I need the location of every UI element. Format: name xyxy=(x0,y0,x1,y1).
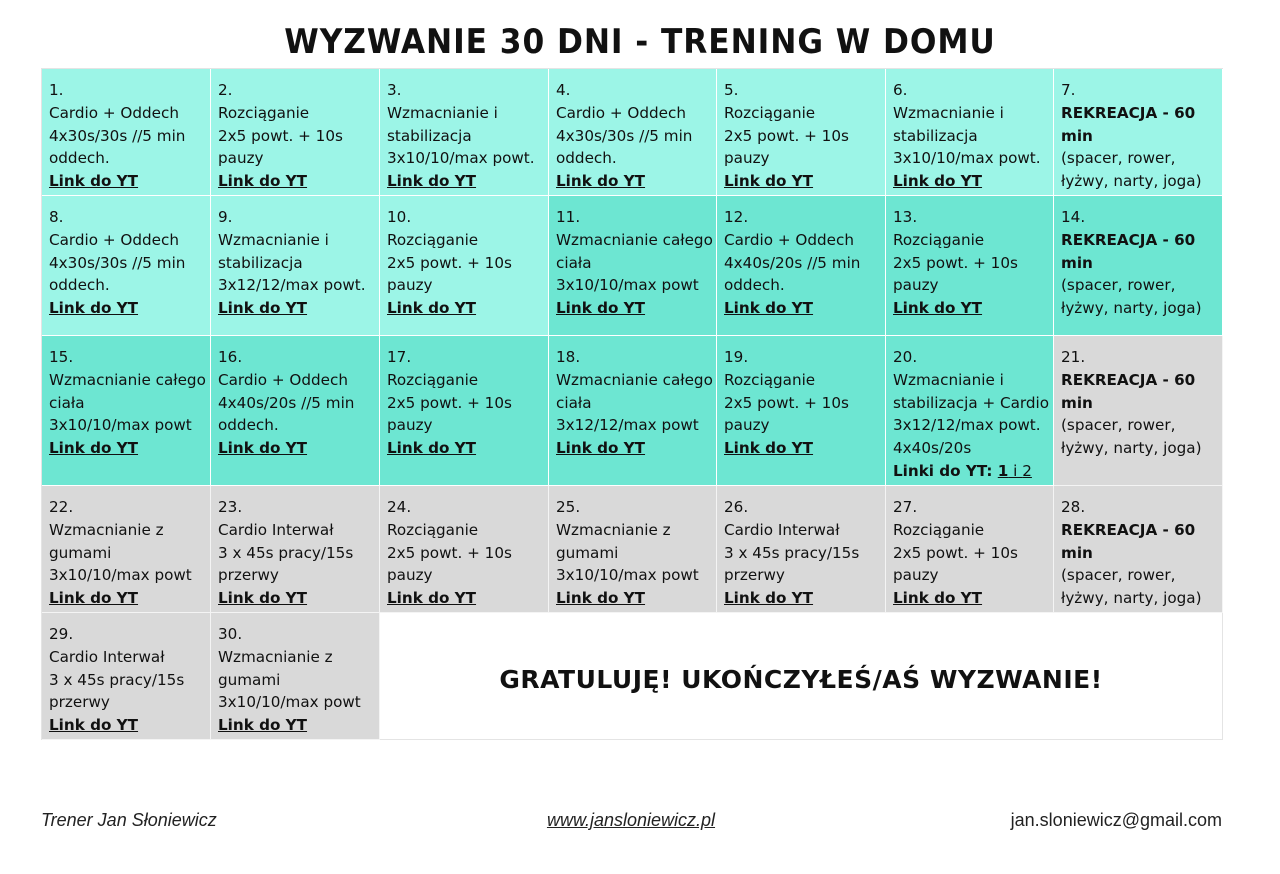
page-title: WYZWANIE 30 DNI - TRENING W DOMU xyxy=(284,22,996,62)
day-number: 8. xyxy=(49,208,64,226)
day-text: 2x5 powt. + 10s xyxy=(387,393,512,412)
day-number: 12. xyxy=(724,208,749,226)
day-number: 20. xyxy=(893,348,918,366)
day-cell xyxy=(549,336,717,486)
day-text: Rozciąganie xyxy=(387,230,479,249)
recreation-options: łyżwy, narty, joga) xyxy=(1061,589,1202,608)
day-cell xyxy=(1054,69,1223,196)
day-text: Wzmacnianie i xyxy=(893,103,1004,122)
youtube-link[interactable]: Link do YT xyxy=(218,299,308,318)
youtube-link[interactable]: Link do YT xyxy=(49,589,139,608)
day-text: 2x5 powt. + 10s xyxy=(218,126,343,145)
day-text: 2x5 powt. + 10s xyxy=(724,393,849,412)
youtube-link[interactable]: Link do YT xyxy=(387,172,477,191)
youtube-link[interactable]: Link do YT xyxy=(49,439,139,458)
day-number: 17. xyxy=(387,348,412,366)
day-text: 2x5 powt. + 10s xyxy=(893,543,1018,562)
day-text: Cardio + Oddech xyxy=(218,370,348,389)
recreation-title: REKREACJA - 60 xyxy=(1061,370,1196,389)
day-text: pauzy xyxy=(724,149,770,168)
day-cell xyxy=(549,486,717,613)
youtube-link[interactable]: Link do YT xyxy=(893,589,983,608)
day-text: 4x30s/30s //5 min xyxy=(49,253,186,272)
day-number: 19. xyxy=(724,348,749,366)
day-number: 5. xyxy=(724,81,739,99)
day-text: gumami xyxy=(218,670,281,689)
day-cell xyxy=(886,69,1054,196)
day-text: stabilizacja + Cardio xyxy=(893,393,1050,412)
day-text: Wzmacnianie i xyxy=(218,230,329,249)
day-cell xyxy=(211,613,380,740)
youtube-link[interactable]: Link do YT xyxy=(387,589,477,608)
day-text: oddech. xyxy=(49,276,110,295)
recreation-options: (spacer, rower, xyxy=(1061,276,1176,295)
day-number: 24. xyxy=(387,498,412,516)
day-cell xyxy=(42,196,211,336)
day-cell xyxy=(380,69,549,196)
day-number: 25. xyxy=(556,498,581,516)
recreation-options: (spacer, rower, xyxy=(1061,149,1176,168)
recreation-title: min xyxy=(1061,126,1093,145)
day-text: 3 x 45s pracy/15s xyxy=(724,543,860,562)
day-number: 4. xyxy=(556,81,571,99)
day-text: pauzy xyxy=(893,566,939,585)
youtube-link[interactable]: Link do YT xyxy=(218,589,308,608)
day-text: 4x40s/20s xyxy=(893,439,972,458)
day-text: 2x5 powt. + 10s xyxy=(893,253,1018,272)
day-text: Wzmacnianie z xyxy=(49,520,164,539)
day-cell xyxy=(380,196,549,336)
day-number: 18. xyxy=(556,348,581,366)
day-text: Cardio + Oddech xyxy=(556,103,686,122)
day-cell xyxy=(549,196,717,336)
day-text: Wzmacnianie całego xyxy=(49,370,206,389)
day-text: 4x30s/30s //5 min xyxy=(556,126,693,145)
day-number: 21. xyxy=(1061,348,1086,366)
day-text: 2x5 powt. + 10s xyxy=(387,253,512,272)
youtube-link[interactable]: Link do YT xyxy=(893,172,983,191)
day-text: 3 x 45s pracy/15s xyxy=(218,543,354,562)
congratulations-message: GRATULUJĘ! UKOŃCZYŁEŚ/AŚ WYZWANIE! xyxy=(380,613,1223,740)
day-cell xyxy=(886,196,1054,336)
day-cell xyxy=(717,486,886,613)
day-text: Rozciąganie xyxy=(893,230,985,249)
day-number: 11. xyxy=(556,208,581,226)
day-text: oddech. xyxy=(724,276,785,295)
recreation-title: REKREACJA - 60 xyxy=(1061,230,1196,249)
day-number: 23. xyxy=(218,498,243,516)
youtube-link[interactable]: Link do YT xyxy=(893,299,983,318)
day-text: Rozciąganie xyxy=(724,103,816,122)
day-number: 29. xyxy=(49,625,74,643)
day-cell xyxy=(717,69,886,196)
day-text: stabilizacja xyxy=(387,126,472,145)
day-number: 9. xyxy=(218,208,233,226)
day-text: pauzy xyxy=(893,276,939,295)
youtube-link[interactable]: Link do YT xyxy=(724,439,814,458)
day-text: oddech. xyxy=(218,416,279,435)
day-number: 26. xyxy=(724,498,749,516)
day-text: ciała xyxy=(556,393,592,412)
recreation-title: REKREACJA - 60 xyxy=(1061,520,1196,539)
recreation-title: min xyxy=(1061,543,1093,562)
footer-trainer: Trener Jan Słoniewicz xyxy=(41,810,217,830)
day-number: 13. xyxy=(893,208,918,226)
day-text: Rozciąganie xyxy=(893,520,985,539)
day-text: 2x5 powt. + 10s xyxy=(387,543,512,562)
footer-website-link[interactable]: www.jansloniewicz.pl xyxy=(546,810,716,830)
youtube-link[interactable]: Link do YT xyxy=(556,299,646,318)
youtube-link[interactable]: Link do YT xyxy=(218,172,308,191)
day-cell xyxy=(380,486,549,613)
day-text: 3 x 45s pracy/15s xyxy=(49,670,185,689)
day-number: 15. xyxy=(49,348,74,366)
day-text: Wzmacnianie całego xyxy=(556,370,713,389)
day-number: 7. xyxy=(1061,81,1076,99)
day-text: pauzy xyxy=(387,416,433,435)
day-cell xyxy=(886,336,1054,486)
day-cell xyxy=(1054,196,1223,336)
youtube-links-label: Linki do YT: xyxy=(893,461,998,480)
day-number: 3. xyxy=(387,81,402,99)
day-number: 27. xyxy=(893,498,918,516)
day-text: Cardio Interwał xyxy=(218,520,334,539)
day-cell xyxy=(211,196,380,336)
day-number: 14. xyxy=(1061,208,1086,226)
day-text: 4x40s/20s //5 min xyxy=(724,253,861,272)
day-cell xyxy=(380,336,549,486)
day-cell xyxy=(717,336,886,486)
day-text: 3x12/12/max powt. xyxy=(893,416,1041,435)
youtube-link[interactable]: Link do YT xyxy=(49,172,139,191)
youtube-link[interactable]: Link do YT xyxy=(724,589,814,608)
day-number: 2. xyxy=(218,81,233,99)
youtube-link[interactable]: Link do YT xyxy=(556,589,646,608)
day-text: 3x10/10/max powt xyxy=(218,693,361,712)
day-text: 3x10/10/max powt xyxy=(49,566,192,585)
day-text: 3x12/12/max powt xyxy=(556,416,699,435)
day-text: 3x10/10/max powt xyxy=(49,416,192,435)
recreation-options: łyżwy, narty, joga) xyxy=(1061,299,1202,318)
youtube-link-1[interactable]: 1 xyxy=(997,461,1009,480)
youtube-link[interactable]: Link do YT xyxy=(218,439,308,458)
day-text: Wzmacnianie całego xyxy=(556,230,713,249)
youtube-link[interactable]: Link do YT xyxy=(387,299,477,318)
day-text: przerwy xyxy=(49,693,110,712)
youtube-link[interactable]: Link do YT xyxy=(49,716,139,735)
day-text: Wzmacnianie i xyxy=(893,370,1004,389)
day-cell xyxy=(886,486,1054,613)
day-text: oddech. xyxy=(556,149,617,168)
day-number: 1. xyxy=(49,81,64,99)
day-text: 3x12/12/max powt. xyxy=(218,276,366,295)
day-number: 30. xyxy=(218,625,243,643)
day-text: Cardio + Oddech xyxy=(49,103,179,122)
day-cell xyxy=(211,69,380,196)
day-text: Rozciąganie xyxy=(218,103,310,122)
day-text: przerwy xyxy=(724,566,785,585)
recreation-options: łyżwy, narty, joga) xyxy=(1061,172,1202,191)
recreation-title: REKREACJA - 60 xyxy=(1061,103,1196,122)
youtube-link[interactable]: Link do YT xyxy=(556,172,646,191)
day-text: 3x10/10/max powt. xyxy=(893,149,1041,168)
day-number: 16. xyxy=(218,348,243,366)
day-text: 3x10/10/max powt. xyxy=(387,149,535,168)
day-text: 4x30s/30s //5 min xyxy=(49,126,186,145)
day-text: oddech. xyxy=(49,149,110,168)
day-text: pauzy xyxy=(387,276,433,295)
day-text: Cardio + Oddech xyxy=(724,230,854,249)
day-text: Wzmacnianie i xyxy=(387,103,498,122)
youtube-link-2[interactable]: 2 xyxy=(1022,461,1032,480)
day-text: stabilizacja xyxy=(893,126,978,145)
day-text: gumami xyxy=(49,543,112,562)
day-text: Rozciąganie xyxy=(387,520,479,539)
day-cell xyxy=(211,486,380,613)
day-text: przerwy xyxy=(218,566,279,585)
day-text: Cardio Interwał xyxy=(724,520,840,539)
footer-email: jan.sloniewicz@gmail.com xyxy=(1010,810,1222,830)
day-number: 22. xyxy=(49,498,74,516)
day-cell xyxy=(1054,336,1223,486)
day-text: Rozciąganie xyxy=(387,370,479,389)
youtube-link[interactable]: Link do YT xyxy=(724,299,814,318)
day-cell xyxy=(717,196,886,336)
youtube-link[interactable]: Link do YT xyxy=(218,716,308,735)
day-cell xyxy=(42,69,211,196)
day-text: 4x40s/20s //5 min xyxy=(218,393,355,412)
day-number: 10. xyxy=(387,208,412,226)
day-cell xyxy=(549,69,717,196)
day-text: stabilizacja xyxy=(218,253,303,272)
day-text: pauzy xyxy=(724,416,770,435)
day-text: 2x5 powt. + 10s xyxy=(724,126,849,145)
day-number: 28. xyxy=(1061,498,1086,516)
recreation-options: (spacer, rower, xyxy=(1061,416,1176,435)
day-cell xyxy=(42,613,211,740)
day-cell xyxy=(42,486,211,613)
day-text: gumami xyxy=(556,543,619,562)
recreation-title: min xyxy=(1061,393,1093,412)
youtube-links-separator: i xyxy=(1008,461,1023,480)
day-cell xyxy=(1054,486,1223,613)
day-cell xyxy=(42,336,211,486)
youtube-link[interactable]: Link do YT xyxy=(387,439,477,458)
recreation-options: (spacer, rower, xyxy=(1061,566,1176,585)
day-text: Cardio + Oddech xyxy=(49,230,179,249)
youtube-links-row xyxy=(893,460,1047,483)
day-text: ciała xyxy=(556,253,592,272)
day-text: pauzy xyxy=(387,566,433,585)
youtube-link[interactable]: Link do YT xyxy=(556,439,646,458)
day-text: 3x10/10/max powt xyxy=(556,276,699,295)
day-text: Cardio Interwał xyxy=(49,647,165,666)
youtube-link[interactable]: Link do YT xyxy=(49,299,139,318)
day-text: Wzmacnianie z xyxy=(556,520,671,539)
recreation-title: min xyxy=(1061,253,1093,272)
youtube-link[interactable]: Link do YT xyxy=(724,172,814,191)
day-text: 3x10/10/max powt xyxy=(556,566,699,585)
day-number: 6. xyxy=(893,81,908,99)
calendar-grid xyxy=(41,68,1223,740)
day-text: Wzmacnianie z xyxy=(218,647,333,666)
recreation-options: łyżwy, narty, joga) xyxy=(1061,439,1202,458)
day-text: Rozciąganie xyxy=(724,370,816,389)
day-cell xyxy=(211,336,380,486)
day-text: ciała xyxy=(49,393,85,412)
day-text: pauzy xyxy=(218,149,264,168)
